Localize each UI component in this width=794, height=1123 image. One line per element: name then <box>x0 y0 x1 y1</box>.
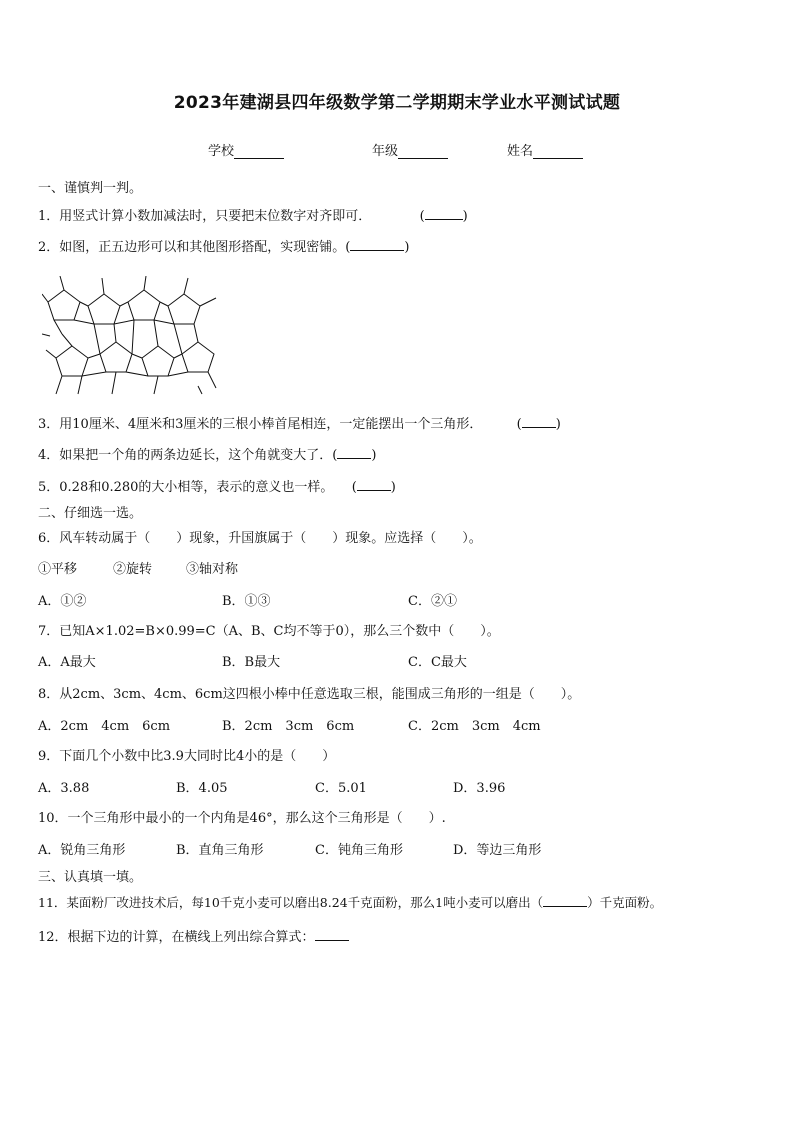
answer-blank-12[interactable] <box>315 928 349 941</box>
q6-option-b[interactable]: B．①③ <box>222 594 271 609</box>
question-2-text: 2．如图，正五边形可以和其他图形搭配，实现密铺。 <box>38 240 346 255</box>
question-2 <box>38 238 409 257</box>
q7-option-b[interactable]: B．B最大 <box>222 655 281 670</box>
section-heading-3: 三、认真填一填。 <box>38 870 143 885</box>
pentagon-tiling-figure <box>42 276 218 396</box>
question-4-text: 4．如果把一个角的两条边延长，这个角就变大了． <box>38 448 333 463</box>
school-field[interactable] <box>208 140 284 159</box>
pentagon-tiling-row-2 <box>56 342 214 376</box>
question-12-text: 12．根据下边的计算，在横线上列出综合算式： <box>38 930 315 945</box>
section-heading-2: 二、仔细选一选。 <box>38 506 143 521</box>
grade-field[interactable] <box>372 140 448 159</box>
q8-option-b[interactable]: B．2cm 3cm 6cm <box>222 719 355 734</box>
question-1 <box>38 207 468 226</box>
answer-paren-3[interactable]: ( ) <box>516 417 561 432</box>
question-11 <box>38 894 662 912</box>
name-blank[interactable] <box>533 144 583 159</box>
q6-option-a[interactable]: A．①② <box>38 594 87 609</box>
q6-choice-2: ②旋转 <box>113 562 153 577</box>
school-label: 学校 <box>208 144 235 159</box>
q9-option-d[interactable]: D．3.96 <box>453 781 506 796</box>
question-3 <box>38 415 561 434</box>
answer-paren-1[interactable]: ( ) <box>419 209 468 224</box>
question-10: 10．一个三角形中最小的一个内角是46°，那么这个三角形是（ ）. <box>38 811 446 826</box>
answer-paren-4[interactable]: ( ) <box>332 448 377 463</box>
answer-paren-2[interactable]: ( ) <box>345 240 410 255</box>
question-1-text: 1．用竖式计算小数加减法时，只要把末位数字对齐即可． <box>38 209 372 224</box>
question-7: 7．已知A×1.02=B×0.99=C（A、B、C均不等于0），那么三个数中（ ）。 <box>38 624 500 639</box>
question-6: 6．风车转动属于（ ）现象，升国旗属于（ ）现象。应选择（ ）。 <box>38 531 482 546</box>
q9-option-c[interactable]: C．5.01 <box>315 781 367 796</box>
question-8: 8．从2cm、3cm、4cm、6cm这四根小棒中任意选取三根，能围成三角形的一组是（ ）。 <box>38 687 581 702</box>
name-label: 姓名 <box>507 144 534 159</box>
question-12 <box>38 928 349 947</box>
q9-option-b[interactable]: B．4.05 <box>176 781 228 796</box>
question-11-text-a: 11．某面粉厂改进技术后，每10千克小麦可以磨出8.24千克面粉，那么1吨小麦可以磨出（ <box>38 895 544 910</box>
q6-choice-1: ①平移 <box>38 562 78 577</box>
q9-option-a[interactable]: A．3.88 <box>38 781 90 796</box>
question-5 <box>38 478 396 497</box>
section-heading-1: 一、谨慎判一判。 <box>38 181 143 196</box>
q8-option-a[interactable]: A．2cm 4cm 6cm <box>38 719 171 734</box>
answer-paren-5[interactable]: ( ) <box>351 480 396 495</box>
q8-option-c[interactable]: C．2cm 3cm 4cm <box>408 719 541 734</box>
q6-option-c[interactable]: C．②① <box>408 594 457 609</box>
name-field[interactable] <box>507 140 583 159</box>
q10-option-b[interactable]: B．直角三角形 <box>176 843 264 858</box>
answer-blank-11[interactable] <box>543 894 587 907</box>
grade-label: 年级 <box>372 144 399 159</box>
question-11-text-b: ）千克面粉。 <box>587 895 663 910</box>
pentagon-tiling-row-1 <box>48 290 200 324</box>
q6-choice-3: ③轴对称 <box>186 562 239 577</box>
q10-option-d[interactable]: D．等边三角形 <box>453 843 542 858</box>
student-info-row <box>0 140 794 160</box>
q10-option-a[interactable]: A．锐角三角形 <box>38 843 126 858</box>
question-4 <box>38 446 376 465</box>
q7-option-c[interactable]: C．C最大 <box>408 655 467 670</box>
school-blank[interactable] <box>234 144 284 159</box>
page-title: 2023年建湖县四年级数学第二学期期末学业水平测试试题 <box>173 93 621 113</box>
question-5-text: 5．0.28和0.280的大小相等，表示的意义也一样。 <box>38 480 334 495</box>
question-9: 9．下面几个小数中比3.9大同时比4小的是（ ） <box>38 749 336 764</box>
grade-blank[interactable] <box>398 144 448 159</box>
q7-option-a[interactable]: A．A最大 <box>38 655 96 670</box>
question-3-text: 3．用10厘米、4厘米和3厘米的三根小棒首尾相连，一定能摆出一个三角形． <box>38 417 483 432</box>
q10-option-c[interactable]: C．钝角三角形 <box>315 843 403 858</box>
